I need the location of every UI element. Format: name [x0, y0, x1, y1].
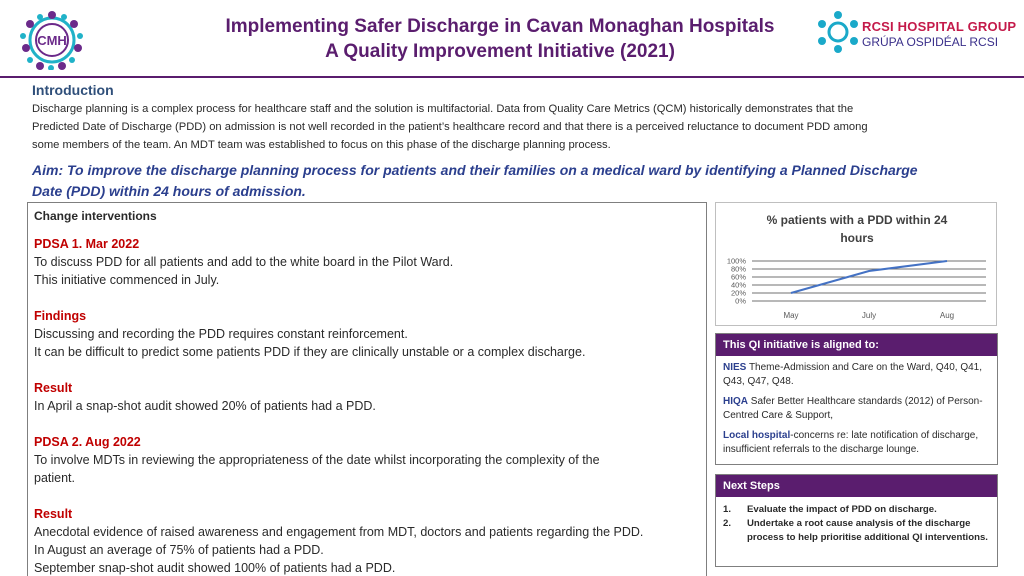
chart-x-tick-label: July	[861, 311, 877, 320]
chart-y-tick-label: 0%	[735, 296, 746, 306]
pdsa1-title: PDSA 1. Mar 2022	[34, 237, 140, 251]
pdsa1-text: To discuss PDD for all patients and add to the white board in the Pilot Ward.	[34, 255, 454, 269]
rcsi-name-ga: GRÚPA OSPIDÉAL RCSI	[862, 35, 999, 49]
qi-local-text: -concerns re: late notification of discharge, insufficient referrals to the discharge lounge.	[723, 430, 979, 455]
title-line-1: Implementing Safer Discharge in Cavan Monaghan Hospitals	[225, 16, 775, 37]
result2-text: In August an average of 75% of patients had a PDD.	[34, 543, 324, 557]
findings-text: It can be difficult to predict some patients PDD if they are clinically unstable or a complex discharge.	[34, 345, 586, 359]
title-line-2: A Quality Improvement Initiative (2021)	[325, 41, 675, 62]
qi-nies-text: Theme-Admission and Care on the Ward, Q40, Q41, Q43, Q47, Q48.	[723, 362, 983, 387]
introduction-heading: Introduction	[32, 82, 114, 98]
cmh-logo-icon	[18, 10, 86, 70]
qi-hiqa	[723, 395, 990, 423]
rcsi-network-icon	[816, 10, 860, 54]
change-interventions-panel	[27, 202, 707, 576]
pdsa1-text: This initiative commenced in July.	[34, 273, 220, 287]
qi-hiqa-text: Safer Better Healthcare standards (2012) of Person-Centred Care & Support,	[723, 396, 983, 421]
next-step-number: 1.	[723, 504, 732, 515]
result1-text: In April a snap-shot audit showed 20% of patients had a PDD.	[34, 399, 376, 413]
qi-alignment-panel	[715, 333, 998, 465]
chart-title-line-2: hours	[840, 231, 874, 245]
pdd-chart-svg	[716, 203, 998, 327]
rcsi-name-en: RCSI HOSPITAL GROUP	[862, 19, 1017, 34]
pdsa2-text: To involve MDTs in reviewing the appropriateness of the date whilst incorporating the complexity of the	[34, 453, 600, 467]
result1-title: Result	[34, 381, 73, 395]
chart-y-tick-label: 100%	[726, 256, 746, 266]
aim-line-1: Aim: To improve the discharge planning process for patients and their families on a medical ward by identifying a Planned Discharge	[32, 162, 918, 178]
result2-text: Anecdotal evidence of raised awareness and engagement from MDT, doctors and patients regarding the PDD.	[34, 525, 644, 539]
header	[0, 0, 1024, 74]
chart-y-tick-label: 40%	[730, 280, 746, 290]
next-step-number: 2.	[723, 518, 732, 529]
chart-title-line-1: % patients with a PDD within 24	[766, 213, 948, 227]
findings-text: Discussing and recording the PDD requires constant reinforcement.	[34, 327, 408, 341]
introduction-section	[32, 82, 1002, 154]
qi-alignment-heading: This QI initiative is aligned to:	[716, 334, 997, 356]
next-steps-heading: Next Steps	[716, 475, 997, 497]
cmh-logo-text: CMH	[37, 33, 67, 48]
introduction-line-2: Predicted Date of Discharge (PDD) on admission is not well recorded in the patient’s healthcare record and that there is a perceived reluctance to document PDD among	[32, 121, 868, 133]
chart-x-tick-label: May	[783, 311, 799, 320]
aim-line-2: Date (PDD) within 24 hours of admission.	[32, 183, 306, 199]
qi-nies	[723, 361, 990, 389]
findings-title: Findings	[34, 309, 87, 323]
qi-local	[723, 429, 990, 457]
page-title	[180, 14, 820, 64]
result2-text: September snap-shot audit showed 100% of patients had a PDD.	[34, 561, 396, 575]
pdd-chart	[715, 202, 997, 326]
qi-nies-label: NIES	[723, 362, 747, 373]
header-divider	[0, 76, 1024, 78]
result2-title: Result	[34, 507, 73, 521]
next-steps-panel	[715, 474, 998, 567]
aim-statement	[32, 160, 1002, 202]
chart-y-tick-label: 20%	[730, 288, 746, 298]
next-step-text: Undertake a root cause analysis of the discharge process to help prioritise additional QI interventions.	[747, 518, 988, 543]
next-step-item	[723, 503, 990, 517]
next-step-item	[723, 517, 990, 545]
cmh-logo	[18, 10, 86, 70]
rcsi-logo	[816, 10, 1016, 56]
chart-x-tick-label: Aug	[939, 311, 955, 320]
qi-local-label: Local hospital	[723, 430, 791, 441]
chart-y-tick-label: 60%	[730, 272, 746, 282]
qi-hiqa-label: HIQA	[723, 396, 748, 407]
introduction-line-3: some members of the team. An MDT team was established to focus on this phase of the discharge planning process.	[32, 139, 611, 151]
pdsa2-text: patient.	[34, 471, 76, 485]
next-step-text: Evaluate the impact of PDD on discharge.	[747, 504, 937, 515]
chart-y-tick-label: 80%	[730, 264, 746, 274]
introduction-line-1: Discharge planning is a complex process for healthcare staff and the solution is multifactorial. Data from Quality Care Metrics (QCM) historically demonstrates that the	[32, 103, 854, 115]
change-interventions-heading: Change interventions	[34, 209, 157, 223]
pdsa2-title: PDSA 2. Aug 2022	[34, 435, 141, 449]
